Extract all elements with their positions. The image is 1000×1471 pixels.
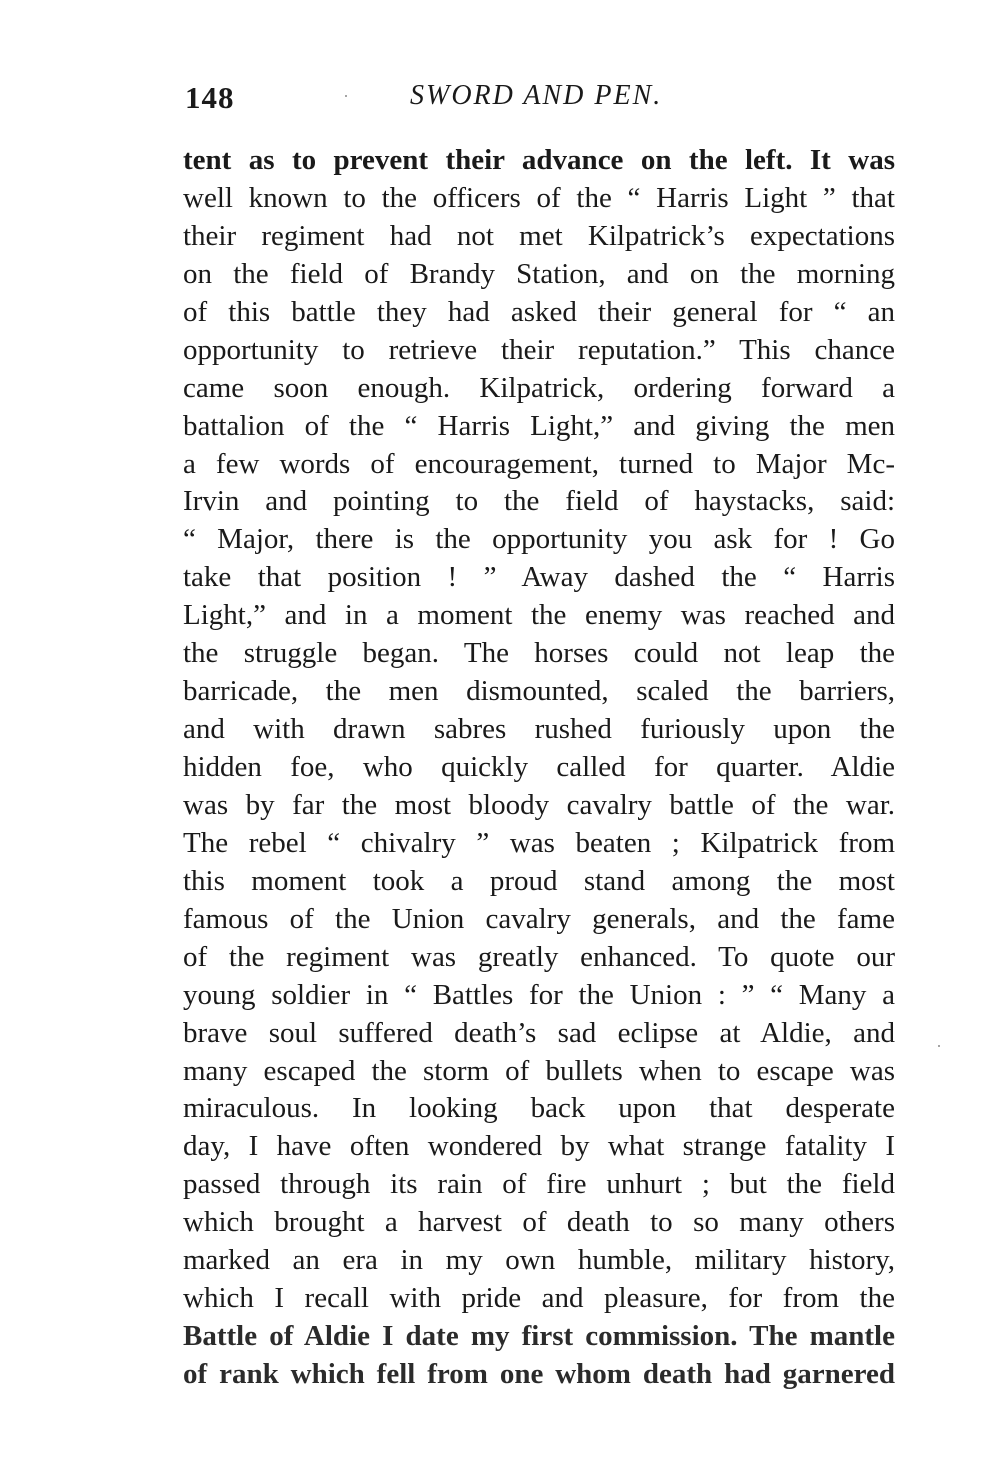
text-line: young soldier in “ Battles for the Union : ” “ Many a xyxy=(183,978,895,1011)
scan-speck xyxy=(345,95,347,97)
text-line: well known to the officers of the “ Harris Light ” that xyxy=(183,181,895,214)
text-line: which brought a harvest of death to so many others xyxy=(183,1206,895,1239)
page-number: 148 xyxy=(185,80,235,115)
text-line: take that position ! ” Away dashed the “ Harris xyxy=(183,561,895,594)
text-line: was by far the most bloody cavalry battle of the war. xyxy=(183,788,895,821)
text-line: Battle of Aldie I date my first commission. The mantle xyxy=(183,1320,895,1353)
text-line: The rebel “ chivalry ” was beaten ; Kilpatrick from xyxy=(183,826,895,859)
text-line: of this battle they had asked their general for “ an xyxy=(183,295,895,328)
body-text xyxy=(183,142,895,1394)
text-line: brave soul suffered death’s sad eclipse at Aldie, and xyxy=(183,1016,895,1049)
text-line: Irvin and pointing to the field of haystacks, said: xyxy=(183,485,895,518)
text-line: which I recall with pride and pleasure, for from the xyxy=(183,1282,895,1315)
running-head xyxy=(185,80,895,120)
text-line: a few words of encouragement, turned to Major Mc- xyxy=(183,447,895,480)
text-line: passed through its rain of fire unhurt ; but the field xyxy=(183,1168,895,1201)
scan-speck xyxy=(938,1045,940,1047)
text-line: miraculous. In looking back upon that desperate xyxy=(183,1092,895,1125)
text-line: “ Major, there is the opportunity you ask for ! Go xyxy=(183,523,895,556)
text-line: day, I have often wondered by what strange fatality I xyxy=(183,1130,895,1163)
text-line: of the regiment was greatly enhanced. To quote our xyxy=(183,940,895,973)
text-line: opportunity to retrieve their reputation.” This chance xyxy=(183,333,895,366)
text-line: tent as to prevent their advance on the left. It was xyxy=(183,144,895,176)
text-line: and with drawn sabres rushed furiously upon the xyxy=(183,713,895,746)
book-title: SWORD AND PEN. xyxy=(410,80,663,111)
text-line: famous of the Union cavalry generals, and the fame xyxy=(183,902,895,935)
text-line: the struggle began. The horses could not leap the xyxy=(183,637,895,670)
text-line: marked an era in my own humble, military history, xyxy=(183,1244,895,1277)
text-line: hidden foe, who quickly called for quarter. Aldie xyxy=(183,751,895,783)
text-line: on the field of Brandy Station, and on the morning xyxy=(183,257,895,290)
text-line: this moment took a proud stand among the most xyxy=(183,864,895,897)
text-line: many escaped the storm of bullets when to escape was xyxy=(183,1054,895,1087)
text-line: of rank which fell from one whom death had garnered xyxy=(183,1358,895,1390)
text-line: came soon enough. Kilpatrick, ordering forward a xyxy=(183,371,895,404)
text-line: battalion of the “ Harris Light,” and giving the men xyxy=(183,409,895,442)
text-line: Light,” and in a moment the enemy was reached and xyxy=(183,599,895,632)
text-line: barricade, the men dismounted, scaled the barriers, xyxy=(183,675,895,708)
text-line: their regiment had not met Kilpatrick’s expectations xyxy=(183,219,895,252)
